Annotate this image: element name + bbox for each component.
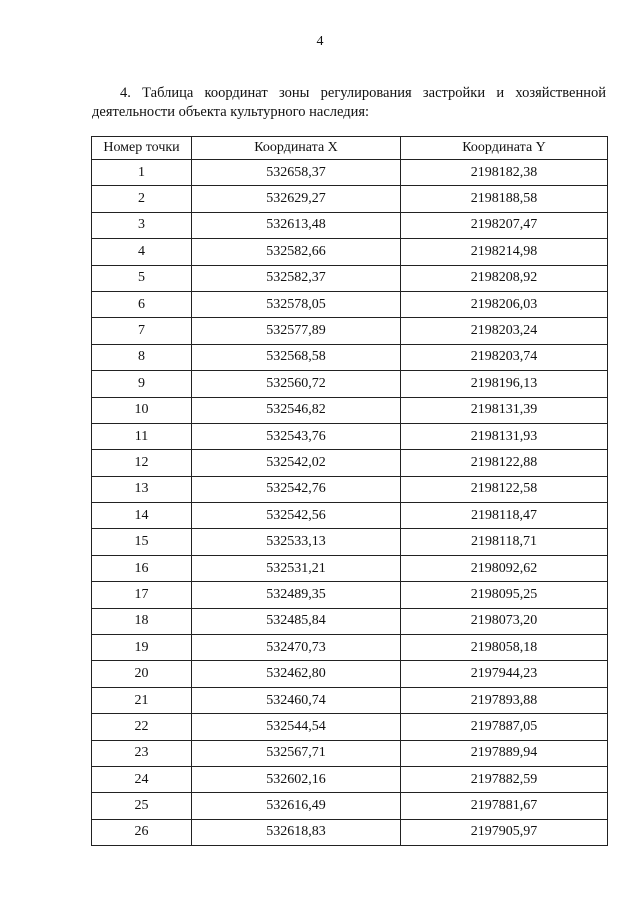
point-number-cell: 19 bbox=[92, 635, 192, 661]
point-number-cell: 1 bbox=[92, 160, 192, 186]
coordinate-y-cell: 2198188,58 bbox=[401, 186, 608, 212]
header-coordinate-x: Координата X bbox=[192, 137, 401, 160]
table-row bbox=[92, 819, 608, 845]
coordinate-y-cell: 2198092,62 bbox=[401, 555, 608, 581]
coordinate-y-cell: 2197905,97 bbox=[401, 819, 608, 845]
coordinate-x-cell: 532470,73 bbox=[192, 635, 401, 661]
coordinate-x-cell: 532462,80 bbox=[192, 661, 401, 687]
point-number-cell: 24 bbox=[92, 766, 192, 792]
point-number-cell: 3 bbox=[92, 212, 192, 238]
coordinate-y-cell: 2198203,74 bbox=[401, 344, 608, 370]
coordinate-y-cell: 2198118,47 bbox=[401, 503, 608, 529]
point-number-cell: 8 bbox=[92, 344, 192, 370]
table-row bbox=[92, 344, 608, 370]
coordinate-y-cell: 2198207,47 bbox=[401, 212, 608, 238]
point-number-cell: 7 bbox=[92, 318, 192, 344]
point-number-cell: 4 bbox=[92, 239, 192, 265]
point-number-cell: 9 bbox=[92, 371, 192, 397]
coordinate-y-cell: 2197881,67 bbox=[401, 793, 608, 819]
point-number-cell: 2 bbox=[92, 186, 192, 212]
point-number-cell: 5 bbox=[92, 265, 192, 291]
table-row bbox=[92, 687, 608, 713]
coordinate-y-cell: 2198058,18 bbox=[401, 635, 608, 661]
coordinate-x-cell: 532485,84 bbox=[192, 608, 401, 634]
table-row bbox=[92, 291, 608, 317]
coordinate-y-cell: 2197887,05 bbox=[401, 714, 608, 740]
point-number-cell: 21 bbox=[92, 687, 192, 713]
coordinate-x-cell: 532531,21 bbox=[192, 555, 401, 581]
coordinate-x-cell: 532629,27 bbox=[192, 186, 401, 212]
coordinate-x-cell: 532658,37 bbox=[192, 160, 401, 186]
coordinate-y-cell: 2198073,20 bbox=[401, 608, 608, 634]
point-number-cell: 10 bbox=[92, 397, 192, 423]
table-row bbox=[92, 476, 608, 502]
table-row bbox=[92, 397, 608, 423]
point-number-cell: 13 bbox=[92, 476, 192, 502]
coordinate-y-cell: 2198203,24 bbox=[401, 318, 608, 344]
coordinate-y-cell: 2198095,25 bbox=[401, 582, 608, 608]
coordinate-x-cell: 532578,05 bbox=[192, 291, 401, 317]
coordinate-x-cell: 532582,66 bbox=[192, 239, 401, 265]
table-row bbox=[92, 608, 608, 634]
table-row bbox=[92, 766, 608, 792]
coordinate-x-cell: 532560,72 bbox=[192, 371, 401, 397]
coordinate-x-cell: 532616,49 bbox=[192, 793, 401, 819]
point-number-cell: 23 bbox=[92, 740, 192, 766]
coordinates-table bbox=[91, 136, 608, 846]
table-row bbox=[92, 186, 608, 212]
table-row bbox=[92, 793, 608, 819]
coordinate-x-cell: 532582,37 bbox=[192, 265, 401, 291]
coordinate-y-cell: 2198196,13 bbox=[401, 371, 608, 397]
coordinate-y-cell: 2197944,23 bbox=[401, 661, 608, 687]
coordinate-y-cell: 2198131,39 bbox=[401, 397, 608, 423]
coordinate-y-cell: 2198118,71 bbox=[401, 529, 608, 555]
coordinate-x-cell: 532568,58 bbox=[192, 344, 401, 370]
coordinate-x-cell: 532618,83 bbox=[192, 819, 401, 845]
point-number-cell: 18 bbox=[92, 608, 192, 634]
coordinate-x-cell: 532544,54 bbox=[192, 714, 401, 740]
point-number-cell: 26 bbox=[92, 819, 192, 845]
coordinate-x-cell: 532489,35 bbox=[192, 582, 401, 608]
table-row bbox=[92, 529, 608, 555]
coordinate-x-cell: 532542,56 bbox=[192, 503, 401, 529]
coordinate-x-cell: 532602,16 bbox=[192, 766, 401, 792]
table-row bbox=[92, 450, 608, 476]
table-row bbox=[92, 318, 608, 344]
coordinate-x-cell: 532567,71 bbox=[192, 740, 401, 766]
coordinate-y-cell: 2198122,88 bbox=[401, 450, 608, 476]
point-number-cell: 16 bbox=[92, 555, 192, 581]
coordinate-x-cell: 532542,76 bbox=[192, 476, 401, 502]
section-heading bbox=[92, 84, 606, 122]
coordinate-y-cell: 2198122,58 bbox=[401, 476, 608, 502]
point-number-cell: 14 bbox=[92, 503, 192, 529]
coordinate-x-cell: 532546,82 bbox=[192, 397, 401, 423]
page-number: 4 bbox=[316, 34, 324, 49]
heading-line-1: 4. Таблица координат зоны регулирования застройки и хозяйственной bbox=[120, 85, 606, 101]
table-row bbox=[92, 582, 608, 608]
coordinate-y-cell: 2197889,94 bbox=[401, 740, 608, 766]
coordinate-x-cell: 532460,74 bbox=[192, 687, 401, 713]
coordinate-x-cell: 532543,76 bbox=[192, 423, 401, 449]
point-number-cell: 15 bbox=[92, 529, 192, 555]
table-row bbox=[92, 740, 608, 766]
heading-line-2: деятельности объекта культурного наследия: bbox=[92, 104, 370, 120]
table-row bbox=[92, 661, 608, 687]
coordinate-y-cell: 2197882,59 bbox=[401, 766, 608, 792]
table-row bbox=[92, 239, 608, 265]
table-row bbox=[92, 503, 608, 529]
coordinate-x-cell: 532542,02 bbox=[192, 450, 401, 476]
table-row bbox=[92, 555, 608, 581]
table-row bbox=[92, 160, 608, 186]
point-number-cell: 17 bbox=[92, 582, 192, 608]
coordinate-y-cell: 2198214,98 bbox=[401, 239, 608, 265]
point-number-cell: 11 bbox=[92, 423, 192, 449]
table-row bbox=[92, 265, 608, 291]
table-row bbox=[92, 371, 608, 397]
point-number-cell: 6 bbox=[92, 291, 192, 317]
coordinate-y-cell: 2198182,38 bbox=[401, 160, 608, 186]
table-row bbox=[92, 714, 608, 740]
coordinate-y-cell: 2198208,92 bbox=[401, 265, 608, 291]
coordinate-y-cell: 2198131,93 bbox=[401, 423, 608, 449]
coordinate-y-cell: 2197893,88 bbox=[401, 687, 608, 713]
table-row bbox=[92, 423, 608, 449]
table-row bbox=[92, 212, 608, 238]
point-number-cell: 22 bbox=[92, 714, 192, 740]
coordinate-y-cell: 2198206,03 bbox=[401, 291, 608, 317]
coordinate-x-cell: 532613,48 bbox=[192, 212, 401, 238]
point-number-cell: 12 bbox=[92, 450, 192, 476]
coordinate-x-cell: 532533,13 bbox=[192, 529, 401, 555]
point-number-cell: 20 bbox=[92, 661, 192, 687]
header-point-number: Номер точки bbox=[92, 137, 192, 160]
coordinate-x-cell: 532577,89 bbox=[192, 318, 401, 344]
table-header-row bbox=[92, 137, 608, 160]
header-coordinate-y: Координата Y bbox=[401, 137, 608, 160]
point-number-cell: 25 bbox=[92, 793, 192, 819]
table-row bbox=[92, 635, 608, 661]
